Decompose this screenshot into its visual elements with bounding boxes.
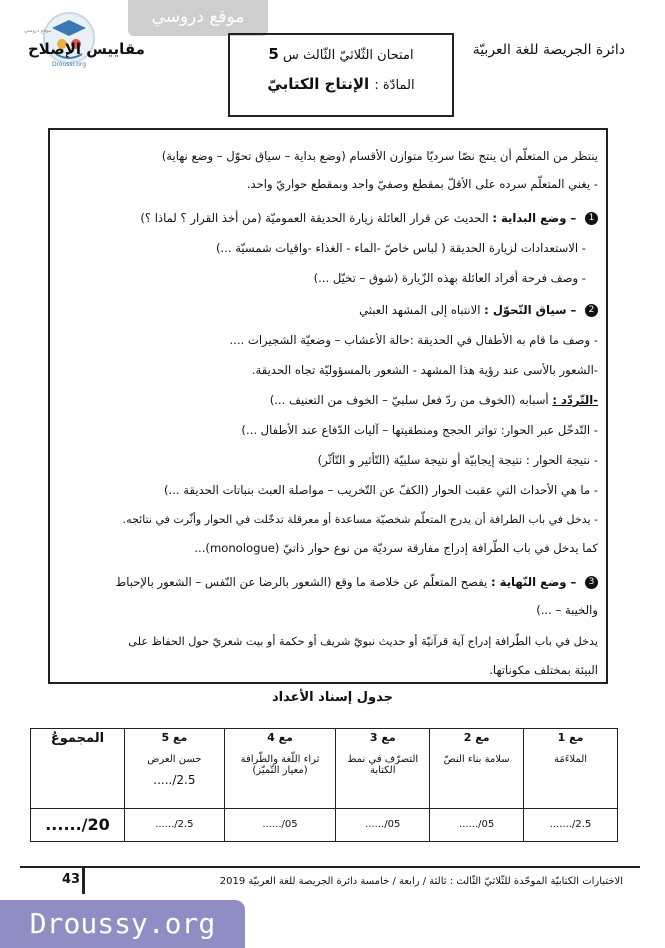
section-3-text: يفصح المتعلّم عن خلاصة ما وقع (الشعور بالرضا عن النّفس – الشعور بالإحباط [115,575,488,589]
page-number: 43 [62,872,81,887]
criterion-5-extra: 2.5/..... [153,773,196,787]
criterion-1-code: مع 1 [557,731,584,744]
criterion-1-cell [524,729,618,809]
criterion-1-desc: الملاءَمَة [554,754,588,765]
subject-line [230,75,452,93]
section-1-text: الحديث عن قرار العائلة زيارة الحديقة العموميّة (من أخذ القرار ؟ لماذا ؟) [140,211,489,225]
exam-title-text: امتحان الثّلاثيّ الثّالث س [283,48,414,63]
section-2-bullet-8: كما يدخل في باب الطّرافة إدراج مفارقة سرديّة من نوع حوار ذاتيّ (monologue)... [194,541,598,555]
exam-title [230,45,452,63]
criterion-4-code: مع 4 [267,731,293,744]
subject-value: الإنتاج الكتابيّ [267,75,370,93]
section-2-bullet-4: - التّدخّل عبر الحوار: تواتر الحجج ومنطقيتها – آليات الدّفاع عند الأطفال ...) [241,423,598,437]
section-2-number: 2 [585,304,598,317]
section-1-heading [58,210,598,226]
criterion-5-score: 2.5/...... [124,809,224,842]
total-label: المجموعُ [50,731,105,746]
criterion-3-code: مع 3 [369,731,396,744]
section-2-bullet-5: - نتيجة الحوار : نتيجة إيجابيّة أو نتيجة سلبيّة (التّأثير و التّأثّر) [317,453,598,467]
closing-line-2: البيئة بمختلف مكوناتها. [489,663,598,677]
hesitation-text: أسبابه (الخوف من ردّ فعل سلبيّ – الخوف من التعنيف ...) [269,393,549,407]
header-corrections-title: مقاييس الإصلاح [28,40,145,58]
criterion-3-desc: التصرّف في نمط الكتابة [347,754,419,776]
section-2-bullet-3 [58,392,598,408]
watermark-bottom: Droussy.org [0,900,245,948]
section-2-bullet-1: - وصف ما قام به الأطفال في الحديقة :حالة الأعشاب – وضعيّة الشجيرات .... [229,333,598,347]
criterion-3-cell [336,729,430,809]
footer-rule [20,866,640,868]
content-box [48,128,608,684]
svg-text:موقع دروسي: موقع دروسي [24,28,52,34]
section-3-text-2: والخيبة – ...) [536,603,598,617]
criterion-2-code: مع 2 [463,731,490,744]
section-1-title: – وضع البداية : [492,211,577,225]
grading-table-title: جدول إسناد الأعداد [271,690,394,705]
criterion-2-desc: سلامة بناء النصّ [443,754,510,765]
grading-table [30,728,618,842]
criterion-5-code: مع 5 [161,731,188,744]
closing-line-1: يدخل في باب الطّرافة إدراج آية قرآنيّة أو حديث نبويّ شريف أو حكمة أو بيت شعريّ حول الحفاظ على [128,635,598,648]
criterion-3-score: 05/...... [336,809,430,842]
section-1-number: 1 [585,212,598,225]
watermark-top: موقع دروسي [128,0,268,36]
subject-label: المادّة : [374,78,415,93]
section-2-bullet-2: -الشعور بالأسى عند رؤية هذا المشهد - الشعور بالمسؤوليّة تجاه الحديقة. [251,363,598,377]
intro-line-1: ينتظر من المتعلّم أن ينتج نصّا سرديّا متوازن الأقسام (وضع بداية – سياق تحوّل – وضع نهاية) [161,149,598,163]
footer-text: الاختبارات الكتابيّة الموحّدة للثّلاثيّ الثّالث : ثالثة / رابعة / خامسة دائرة الجريصة للغة العربيّة 2019 [219,876,623,887]
exam-level: 5 [268,45,279,63]
criterion-5-cell [124,729,224,809]
section-2-heading [58,302,598,318]
total-score: 20/...... [31,809,125,842]
total-cell [31,729,125,809]
logo-text: Droussi.org [51,61,87,68]
section-1-bullet-2: - وصف فرحة أفراد العائلة بهذه الزّيارة (شوق – تخيّل ...) [313,271,586,285]
criterion-2-score: 05/...... [430,809,524,842]
section-2-title: – سياق التّحوّل : [484,303,577,317]
section-3-title: – وضع النّهاية : [490,575,577,589]
section-2-bullet-6: - ما هي الأحداث التي عقبت الحوار (الكفّ عن التّخريب – مواصلة العبث بنباتات الحديقة ...) [164,483,598,497]
footer-separator [82,868,85,894]
criterion-1-score: 2.5/....... [524,809,618,842]
hesitation-title: -التّردّد : [552,393,598,407]
section-3-heading [58,574,598,590]
intro-line-2: - يغني المتعلّم سرده على الأقلّ بمقطع وصفيّ واحد وبمقطع حواريّ واحد. [246,177,598,191]
header-exam-box [228,33,454,117]
section-1-bullet-1: - الاستعدادات لزيارة الحديقة ( لباس خاصّ -الماء - الغذاء -واقيات شمسيّة ...) [215,241,586,255]
section-2-text: الانتباه إلى المشهد العبثي [359,303,481,317]
section-3-number: 3 [585,576,598,589]
criterion-4-score: 05/...... [224,809,336,842]
criterion-4-desc: ثراء اللّغة والطّرافة (معيار التّميّز) [240,754,320,776]
criterion-4-cell [224,729,336,809]
header-directorate: دائرة الجريصة للغة العربيّة [472,42,625,58]
criterion-5-desc: حسن العرض [147,754,202,765]
section-2-bullet-7: - يدخل في باب الطرافة أن يدرج المتعلّم شخصيّة مساعدة أو معرقلة تدخّلت في الحوار وأثّرت في نتائجه. [122,513,598,526]
criterion-2-cell [430,729,524,809]
